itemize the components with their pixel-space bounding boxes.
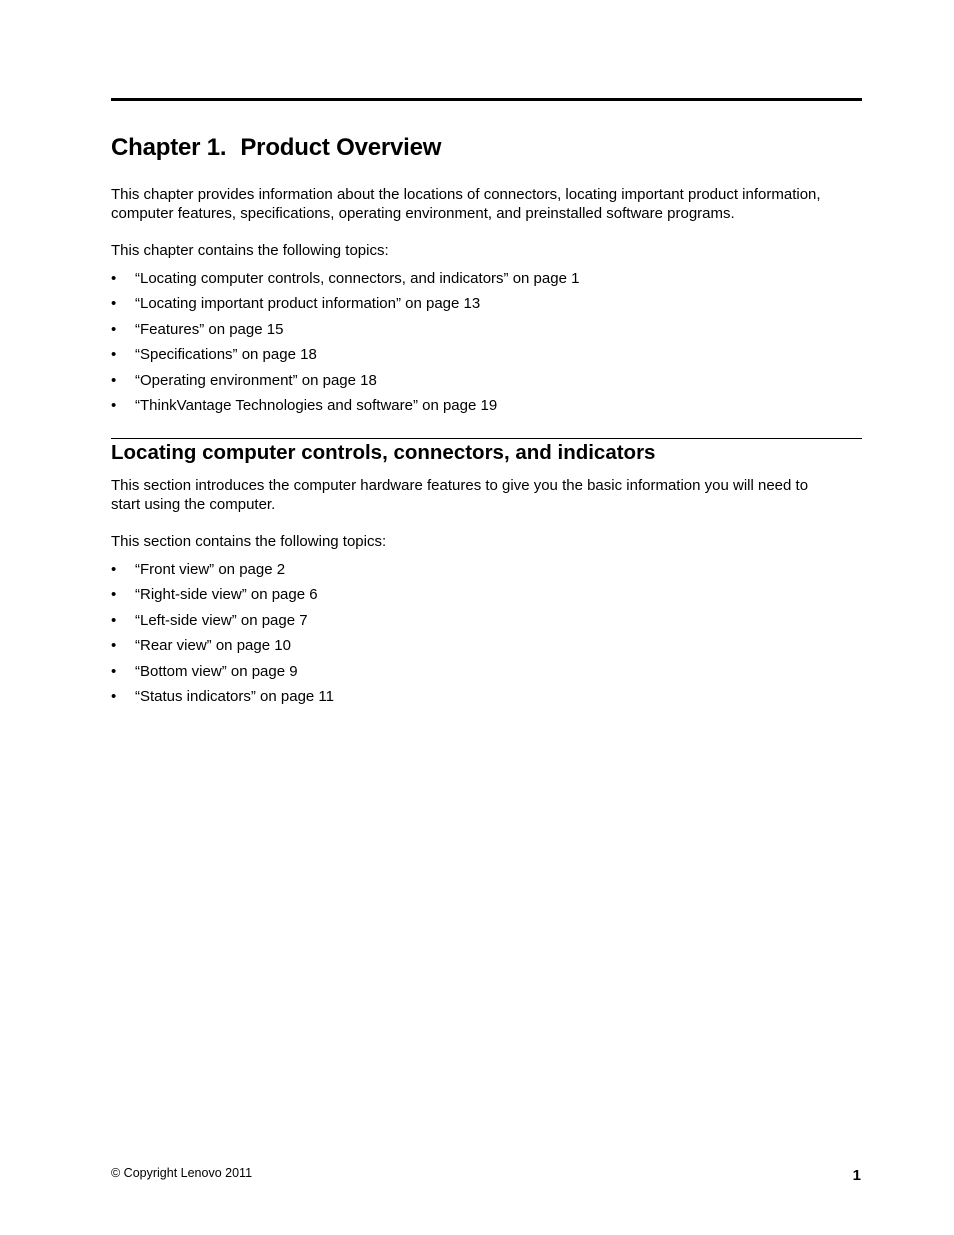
chapter-intro: This chapter provides information about the locations of connectors, locating important product information, computer features, specifications, operating environment, and preinstalled software programs. (111, 186, 821, 222)
chapter-top-rule (111, 98, 862, 101)
bullet: • (111, 270, 117, 287)
bullet: • (111, 586, 117, 604)
chapter-title-text: Product Overview (240, 134, 442, 161)
topic-link-features[interactable]: • “Features” on page 15 (111, 320, 284, 338)
topic-link-right-side-view[interactable]: • “Right-side view” on page 6 (111, 586, 318, 604)
section-intro: This section introduces the computer hardware features to give you the basic information you will need to start using the computer. (111, 477, 809, 513)
topic-link-product-info[interactable]: • “Locating important product information” on page 13 (111, 295, 481, 313)
bullet: • (111, 320, 117, 338)
topic-link-controls[interactable]: • “Locating computer controls, connectors, and indicators” on page 1 (111, 270, 580, 287)
chapter-topics-intro: This chapter contains the following topics: (111, 242, 389, 259)
topic-link-front-view[interactable]: • “Front view” on page 2 (111, 561, 286, 578)
topic-link-bottom-view[interactable]: • “Bottom view” on page 9 (111, 662, 298, 680)
bullet: • (111, 295, 117, 313)
topic-link-rear-view[interactable]: • “Rear view” on page 10 (111, 637, 291, 655)
section-title: Locating computer controls, connectors, and indicators (111, 441, 656, 464)
topic-link-operating-environment[interactable]: • “Operating environment” on page 18 (111, 371, 377, 389)
bullet: • (111, 346, 117, 364)
bullet: • (111, 662, 117, 680)
bullet: • (111, 396, 117, 414)
topic-link-status-indicators[interactable]: • “Status indicators” on page 11 (111, 687, 335, 705)
section-topics-intro: This section contains the following topics: (111, 533, 387, 550)
bullet: • (111, 561, 117, 578)
section-rule (111, 438, 862, 439)
bullet: • (111, 371, 117, 389)
bullet: • (111, 687, 117, 705)
section-topics-list (111, 560, 334, 712)
topic-link-left-side-view[interactable]: • “Left-side view” on page 7 (111, 611, 308, 629)
topic-link-thinkvantage[interactable]: • “ThinkVantage Technologies and software” on page 19 (111, 396, 498, 414)
page-number: 1 (852, 1167, 861, 1184)
bullet: • (111, 637, 117, 655)
bullet: • (111, 611, 117, 629)
topic-link-specifications[interactable]: • “Specifications” on page 18 (111, 346, 317, 364)
chapter-number: Chapter 1. (111, 134, 227, 161)
chapter-title (111, 134, 441, 162)
chapter-topics-list (111, 269, 579, 421)
footer-copyright: © Copyright Lenovo 2011 (111, 1166, 253, 1180)
